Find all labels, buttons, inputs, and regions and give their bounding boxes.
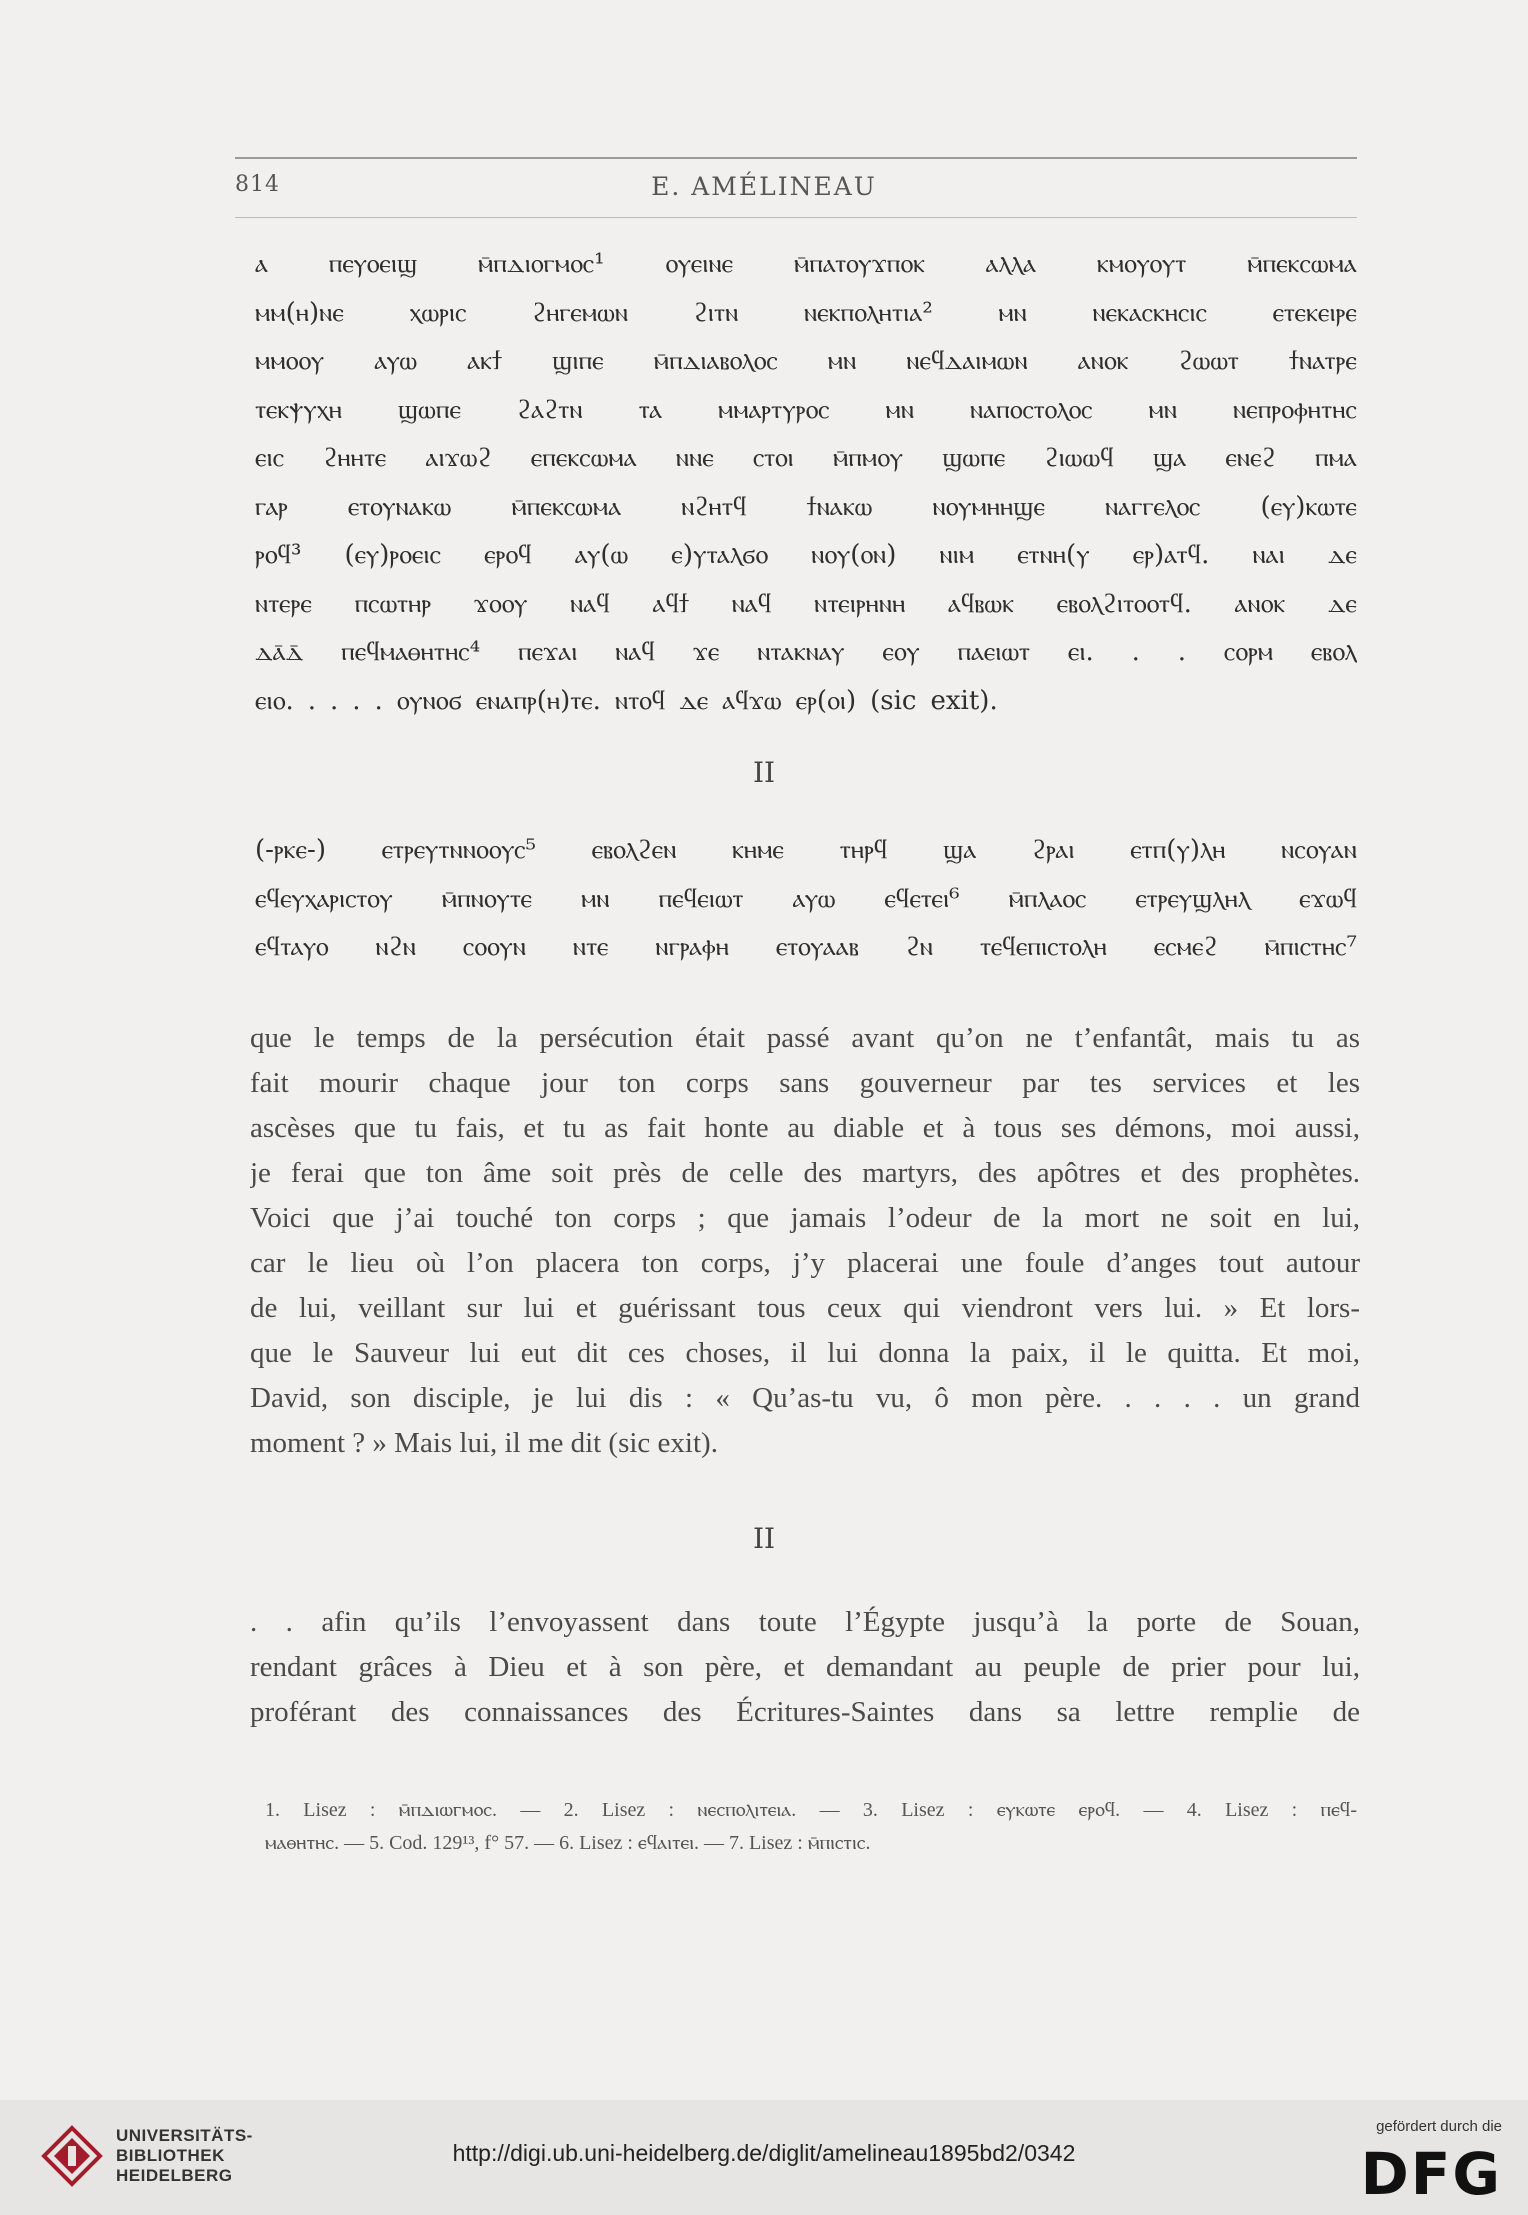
coptic-word: ⲁⲛⲟⲕ — [1234, 588, 1286, 619]
text-line: proférant des connaissances des Écritures-Saintes dans sa lettre remplie de — [250, 1696, 1360, 1728]
coptic-word: ⲉⲧⲣⲉⲩϣⲗⲏⲗ — [1135, 883, 1251, 914]
french-passage-2 — [250, 1600, 1360, 1735]
digitization-footer — [0, 2100, 1528, 2215]
dfg-logo: DFG — [1360, 2140, 1502, 2208]
coptic-word: ⲛⲁⲅⲅⲉⲗⲟⲥ — [1105, 491, 1201, 522]
coptic-word: ⲕⲏⲙⲉ — [732, 835, 784, 865]
coptic-word: ⲙ̄ⲡⲇⲓⲁⲃⲟⲗⲟⲥ — [653, 346, 778, 376]
source-url-link[interactable]: http://digi.ub.uni-heidelberg.de/diglit/amelineau1895bd2/0342 — [452, 2140, 1076, 2166]
coptic-word: ⲉⲧⲟⲩⲁⲁⲃ — [775, 932, 859, 962]
coptic-word: ϩⲏⲏⲧⲉ — [323, 443, 387, 473]
coptic-word: ⲉⲣ(ⲟⲓ) — [795, 685, 857, 716]
text-line: fait mourir chaque jour ton corps sans gouverneur par tes services et les — [250, 1067, 1360, 1099]
coptic-word: ⲧⲁ — [638, 394, 663, 425]
coptic-word: ⲇⲉ — [1327, 588, 1357, 619]
french-passage-1 — [250, 1016, 1360, 1466]
coptic-word: ⲉⲥⲙⲉϩ — [1153, 932, 1218, 962]
coptic-word: ⲛⲉⲕⲡⲟⲗⲏⲧⲓⲁ² — [803, 297, 933, 328]
coptic-word: ⲁϥϫⲱ — [722, 685, 782, 716]
coptic-word: ϩⲏⲅⲉⲙⲱⲛ — [532, 297, 629, 328]
coptic-word: ⲧⲏⲣϥ — [839, 835, 888, 865]
coptic-line — [255, 240, 1357, 289]
coptic-word: ⲛϩⲏⲧϥ — [681, 491, 747, 522]
coptic-word: ⲅⲁⲣ — [255, 491, 288, 522]
coptic-word: ⲡⲉϥⲉⲓⲱⲧ — [658, 883, 744, 914]
coptic-word: ⲛⲧⲉⲣⲉ — [255, 588, 312, 619]
coptic-word: ⲁⲕϯ — [467, 346, 503, 376]
coptic-word: ⲙⲛ — [581, 883, 610, 914]
coptic-word: ϣⲱⲡⲉ — [397, 394, 462, 425]
coptic-word: ϩⲓⲧⲛ — [693, 297, 739, 328]
coptic-line — [255, 289, 1357, 338]
text-line: ascèses que tu fais, et tu as fait honte au diable et à tous ses démons, moi aussi, — [250, 1112, 1360, 1144]
coptic-word: ϣⲓⲡⲉ — [552, 346, 604, 376]
coptic-word: ⲉϥⲉⲩⲭⲁⲣⲓⲥⲧⲟⲩ — [255, 883, 393, 914]
coptic-word: ϩⲓⲱⲱϥ — [1044, 443, 1114, 473]
coptic-line — [255, 580, 1357, 629]
coptic-line — [255, 677, 1357, 726]
coptic-word: ⲙⲛ — [1148, 394, 1178, 425]
text-line: rendant grâces à Dieu et à son père, et demandant au peuple de prier pour lui, — [250, 1651, 1360, 1683]
coptic-word: ⲙ̄ⲡⲉⲕⲥⲱⲙⲁ — [511, 491, 622, 522]
coptic-line — [255, 923, 1357, 972]
coptic-word: ⲛⲧⲉⲓⲣⲏⲛⲏ — [814, 588, 906, 619]
coptic-word: ⲉⲣⲟϥ — [484, 540, 532, 570]
coptic-word: ⲉⲓⲥ — [255, 443, 285, 473]
text-line: car le lieu où l’on placera ton corps, j’y placerai une foule d’anges tout autour — [250, 1247, 1360, 1279]
coptic-word: ϣⲁ — [1152, 443, 1187, 473]
text-line: Voici que j’ai touché ton corps ; que jamais l’odeur de la mort ne soit en lui, — [250, 1202, 1360, 1234]
coptic-word: ⲡⲙⲁ — [1314, 443, 1357, 473]
coptic-word: ⲟⲩⲉⲓⲛⲉ — [665, 249, 734, 279]
coptic-word: ⲣⲟϥ³ — [255, 540, 302, 570]
coptic-word: ⲙ̄ⲡⲓⲥⲧⲏⲥ⁷ — [1264, 932, 1357, 962]
coptic-word: ⲉⲧⲡ(ⲩ)ⲗⲏ — [1130, 835, 1226, 865]
coptic-word: ⲉⲡⲉⲕⲥⲱⲙⲁ — [530, 443, 637, 473]
coptic-word: . — [374, 685, 383, 716]
coptic-word: ⲇⲉ — [679, 685, 709, 716]
coptic-word: . — [329, 685, 339, 716]
coptic-word: ⲛⲉⲕⲁⲥⲕⲏⲥⲓⲥ — [1092, 297, 1207, 328]
university-name-line: BIBLIOTHEK — [116, 2146, 225, 2165]
coptic-word: ⲛⲁϥ — [570, 588, 610, 619]
coptic-word: ⲁⲩⲱ — [374, 346, 418, 376]
section-numeral: II — [752, 1522, 776, 1555]
text-line: . . afin qu’ils l’envoyassent dans toute l’Égypte jusqu’à la porte de Souan, — [250, 1606, 1360, 1638]
coptic-word: ⲇⲁ̄ⲇ̄ — [255, 637, 304, 667]
coptic-word: ⲁⲓϫⲱϩ — [425, 443, 492, 473]
coptic-word: ⲇⲉ — [1327, 540, 1357, 570]
coptic-word: ⲥⲟⲟⲩⲛ — [462, 932, 526, 962]
coptic-word: ⲉⲃⲟⲗ — [1310, 637, 1357, 667]
coptic-word: ⲉⲃⲟⲗϩⲉⲛ — [591, 835, 677, 865]
coptic-line — [255, 386, 1357, 435]
coptic-word: ϯⲛⲁⲧⲣⲉ — [1289, 346, 1357, 376]
coptic-word: ⲛⲧⲁⲕⲛⲁⲩ — [757, 637, 845, 667]
coptic-word: ϣⲱⲡⲉ — [942, 443, 1006, 473]
coptic-word: ⲉⲣ)ⲁⲧϥ. — [1132, 540, 1210, 570]
coptic-word: ⲙⲙⲁⲣⲧⲩⲣⲟⲥ — [718, 394, 830, 425]
coptic-word: ⲁⲛⲟⲕ — [1077, 346, 1129, 376]
coptic-word: exit). — [930, 685, 998, 716]
coptic-word: ⲟⲩⲛⲟϭ — [396, 685, 462, 716]
coptic-word: ϫⲉ — [692, 637, 720, 667]
coptic-word: ⲛⲉⲡⲣⲟⲫⲏⲧⲏⲥ — [1233, 394, 1357, 425]
coptic-word: ⲉⲓⲟ. — [255, 685, 294, 716]
coptic-word: ⲧⲉϥⲉⲡⲓⲥⲧⲟⲗⲏ — [979, 932, 1107, 962]
coptic-word: ⲙⲛ — [998, 297, 1027, 328]
coptic-word: (ⲉⲩ)ⲕⲱⲧⲉ — [1260, 491, 1357, 522]
coptic-word: ⲉⲃⲟⲗϩⲓⲧⲟⲟⲧϥ. — [1056, 588, 1192, 619]
coptic-word: ⲁϥⲃⲱⲕ — [947, 588, 1014, 619]
coptic-word: . — [1131, 637, 1140, 667]
coptic-word: ⲡⲉⲩⲟⲉⲓϣ — [328, 249, 418, 279]
coptic-word: ⲙⲛ — [827, 346, 857, 376]
coptic-word: ⲡⲥⲱⲧⲏⲣ — [354, 588, 432, 619]
coptic-word: ⲛⲁⲡⲟⲥⲧⲟⲗⲟⲥ — [970, 394, 1093, 425]
coptic-word: . — [307, 685, 316, 716]
footnotes — [265, 1794, 1357, 1860]
coptic-word: ⲉϫⲱϥ — [1299, 883, 1357, 914]
coptic-line — [255, 337, 1357, 386]
coptic-word: ⲛⲓⲙ — [939, 540, 975, 570]
coptic-line — [255, 826, 1357, 875]
coptic-line — [255, 531, 1357, 580]
coptic-word: ϩⲛ — [905, 932, 933, 962]
coptic-word: (ⲉⲩ)ⲣⲟⲉⲓⲥ — [344, 540, 442, 570]
coptic-word: ⲙ̄ⲡⲙⲟⲩ — [832, 443, 903, 473]
page-number: 814 — [235, 172, 280, 197]
footnote-line: ⲙⲁⲑⲏⲧⲏⲥ. — 5. Cod. 129¹³, f° 57. — 6. Lisez : ⲉϥⲁⲓⲧⲉⲓ. — 7. Lisez : ⲙ̄ⲡⲓⲥⲧⲓⲥ. — [265, 1832, 871, 1854]
section-numeral: II — [752, 756, 776, 789]
coptic-word: ⲛⲉϥⲇⲁⲓⲙⲱⲛ — [906, 346, 1028, 376]
coptic-word: ⲁⲗⲗⲁ — [985, 249, 1037, 279]
coptic-word: ⲛⲧⲉ — [572, 932, 609, 962]
coptic-word: ⲛⲁⲓ — [1252, 540, 1285, 570]
coptic-word: ⲧⲉⲕⲯⲩⲭⲏ — [255, 394, 342, 425]
text-line: que le temps de la persécution était passé avant qu’on ne t’enfantât, mais tu as — [250, 1022, 1360, 1054]
coptic-word: ⲛϩⲛ — [375, 932, 416, 962]
coptic-word: (-ⲣⲕⲉ-) — [255, 835, 326, 865]
coptic-word: ⲙ̄ⲡⲉⲕⲥⲱⲙⲁ — [1247, 249, 1357, 279]
university-name-line: UNIVERSITÄTS- — [116, 2126, 253, 2145]
coptic-word: ⲕⲙⲟⲩⲟⲩⲧ — [1096, 249, 1187, 279]
coptic-word: ⲥⲟⲣⲙ — [1223, 637, 1274, 667]
coptic-word: ϩⲁϩⲧⲛ — [517, 394, 583, 425]
coptic-word: . — [352, 685, 361, 716]
coptic-word: ⲙⲛ — [885, 394, 915, 425]
coptic-word: . — [1177, 637, 1187, 667]
coptic-word: ⲉⲧⲣⲉⲩⲧⲛⲛⲟⲟⲩⲥ⁵ — [381, 835, 536, 865]
coptic-word: ⲛⲟⲩⲙⲏⲏϣⲉ — [932, 491, 1046, 522]
coptic-word: ⲥⲧⲟⲓ — [753, 443, 794, 473]
coptic-word: ⲡⲉϥⲙⲁⲑⲏⲧⲏⲥ⁴ — [341, 637, 481, 667]
header-rule — [235, 217, 1357, 218]
coptic-word: ⲉⲛⲁⲡⲣ(ⲏ)ⲧⲉ. — [475, 685, 601, 716]
coptic-word: ⲉⲓ. — [1067, 637, 1094, 667]
coptic-word: ⲙ̄ⲡⲛⲟⲩⲧⲉ — [441, 883, 533, 914]
coptic-word: ⲉ)ⲩⲧⲁⲗϭⲟ — [671, 540, 769, 570]
coptic-word: ⲁⲩⲱ — [792, 883, 836, 914]
coptic-passage-1 — [255, 240, 1357, 725]
coptic-word: ⲉϥⲧⲁⲩⲟ — [255, 932, 329, 962]
coptic-word: ⲡⲁⲉⲓⲱⲧ — [957, 637, 1030, 667]
running-head: E. AMÉLINEAU — [651, 172, 877, 201]
coptic-line — [255, 434, 1357, 483]
coptic-word: ⲁ — [255, 249, 268, 279]
coptic-word: ⲉϥⲉⲧⲉⲓ⁶ — [884, 883, 960, 914]
text-line: de lui, veillant sur lui et guérissant tous ceux qui viendront vers lui. » Et lors- — [250, 1292, 1360, 1324]
coptic-word: ⲙ̄ⲡⲇⲓⲟⲅⲙⲟⲥ¹ — [477, 249, 605, 279]
coptic-word: ⲉⲧⲉⲕⲉⲓⲣⲉ — [1272, 297, 1357, 328]
coptic-word: ϩⲣⲁⲓ — [1031, 835, 1075, 865]
coptic-word: ⲙⲙ(ⲏ)ⲛⲉ — [255, 297, 344, 328]
coptic-word: ⲁϥϯ — [652, 588, 690, 619]
coptic-word: ⲙ̄ⲡⲁⲧⲟⲩϫⲡⲟⲕ — [793, 249, 925, 279]
coptic-word: ⲛⲟⲩ(ⲟⲛ) — [811, 540, 897, 570]
coptic-line — [255, 875, 1357, 924]
coptic-word: ϣⲁ — [943, 835, 977, 865]
top-rule — [235, 157, 1357, 159]
university-name-line: HEIDELBERG — [116, 2166, 233, 2185]
coptic-word: ϯⲛⲁⲕⲱ — [806, 491, 873, 522]
coptic-line — [255, 628, 1357, 677]
coptic-word: ⲙⲙⲟⲟⲩ — [255, 346, 325, 376]
footnote-line: 1. Lisez : ⲙ̄ⲡⲇⲓⲱⲅⲙⲟⲥ. — 2. Lisez : ⲛⲉⲥⲡⲟⲗⲓⲧⲉⲓⲁ. — 3. Lisez : ⲉⲩⲕⲱⲧⲉ ⲉⲣⲟϥ. — 4. Lisez : ⲡⲉϥ- — [265, 1799, 1357, 1821]
coptic-word: ⲛⲁϥ — [731, 588, 772, 619]
text-line: moment ? » Mais lui, il me dit (sic exit). — [250, 1427, 718, 1459]
coptic-word: ϫⲟⲟⲩ — [473, 588, 528, 619]
coptic-word: ⲛⲥⲟⲩⲁⲛ — [1281, 835, 1357, 865]
sponsor-label: gefördert durch die — [1376, 2118, 1502, 2135]
text-line: que le Sauveur lui eut dit ces choses, il lui donna la paix, il le quitta. Et moi, — [250, 1337, 1360, 1369]
coptic-word: ⲉⲛⲉϩ — [1225, 443, 1276, 473]
text-line: David, son disciple, je lui dis : « Qu’as-tu vu, ô mon père. . . . . un grand — [250, 1382, 1360, 1414]
coptic-word: ⲛⲁϥ — [615, 637, 655, 667]
coptic-word: ⲉⲟⲩ — [882, 637, 920, 667]
coptic-word: ⲉⲧⲟⲩⲛⲁⲕⲱ — [347, 491, 452, 522]
coptic-word: ϩⲱⲱⲧ — [1178, 346, 1239, 376]
coptic-word: ⲛⲛⲉ — [675, 443, 714, 473]
coptic-word: ⲛⲧⲟϥ — [614, 685, 666, 716]
coptic-passage-2 — [255, 826, 1357, 972]
coptic-word: ⲡⲉϫⲁⲓ — [517, 637, 578, 667]
coptic-word: ⲭⲱⲣⲓⲥ — [409, 297, 467, 328]
coptic-line — [255, 483, 1357, 532]
coptic-word: ⲛⲅⲣⲁⲫⲏ — [655, 932, 729, 962]
coptic-word: ⲉⲧⲛⲏ(ⲩ — [1017, 540, 1090, 570]
text-line: je ferai que ton âme soit près de celle des martyrs, des apôtres et des prophètes. — [250, 1157, 1360, 1189]
coptic-word: ⲁⲩ(ⲱ — [574, 540, 629, 570]
coptic-word: ⲙ̄ⲡⲗⲁⲟⲥ — [1008, 883, 1087, 914]
coptic-word: (sic — [870, 685, 917, 716]
